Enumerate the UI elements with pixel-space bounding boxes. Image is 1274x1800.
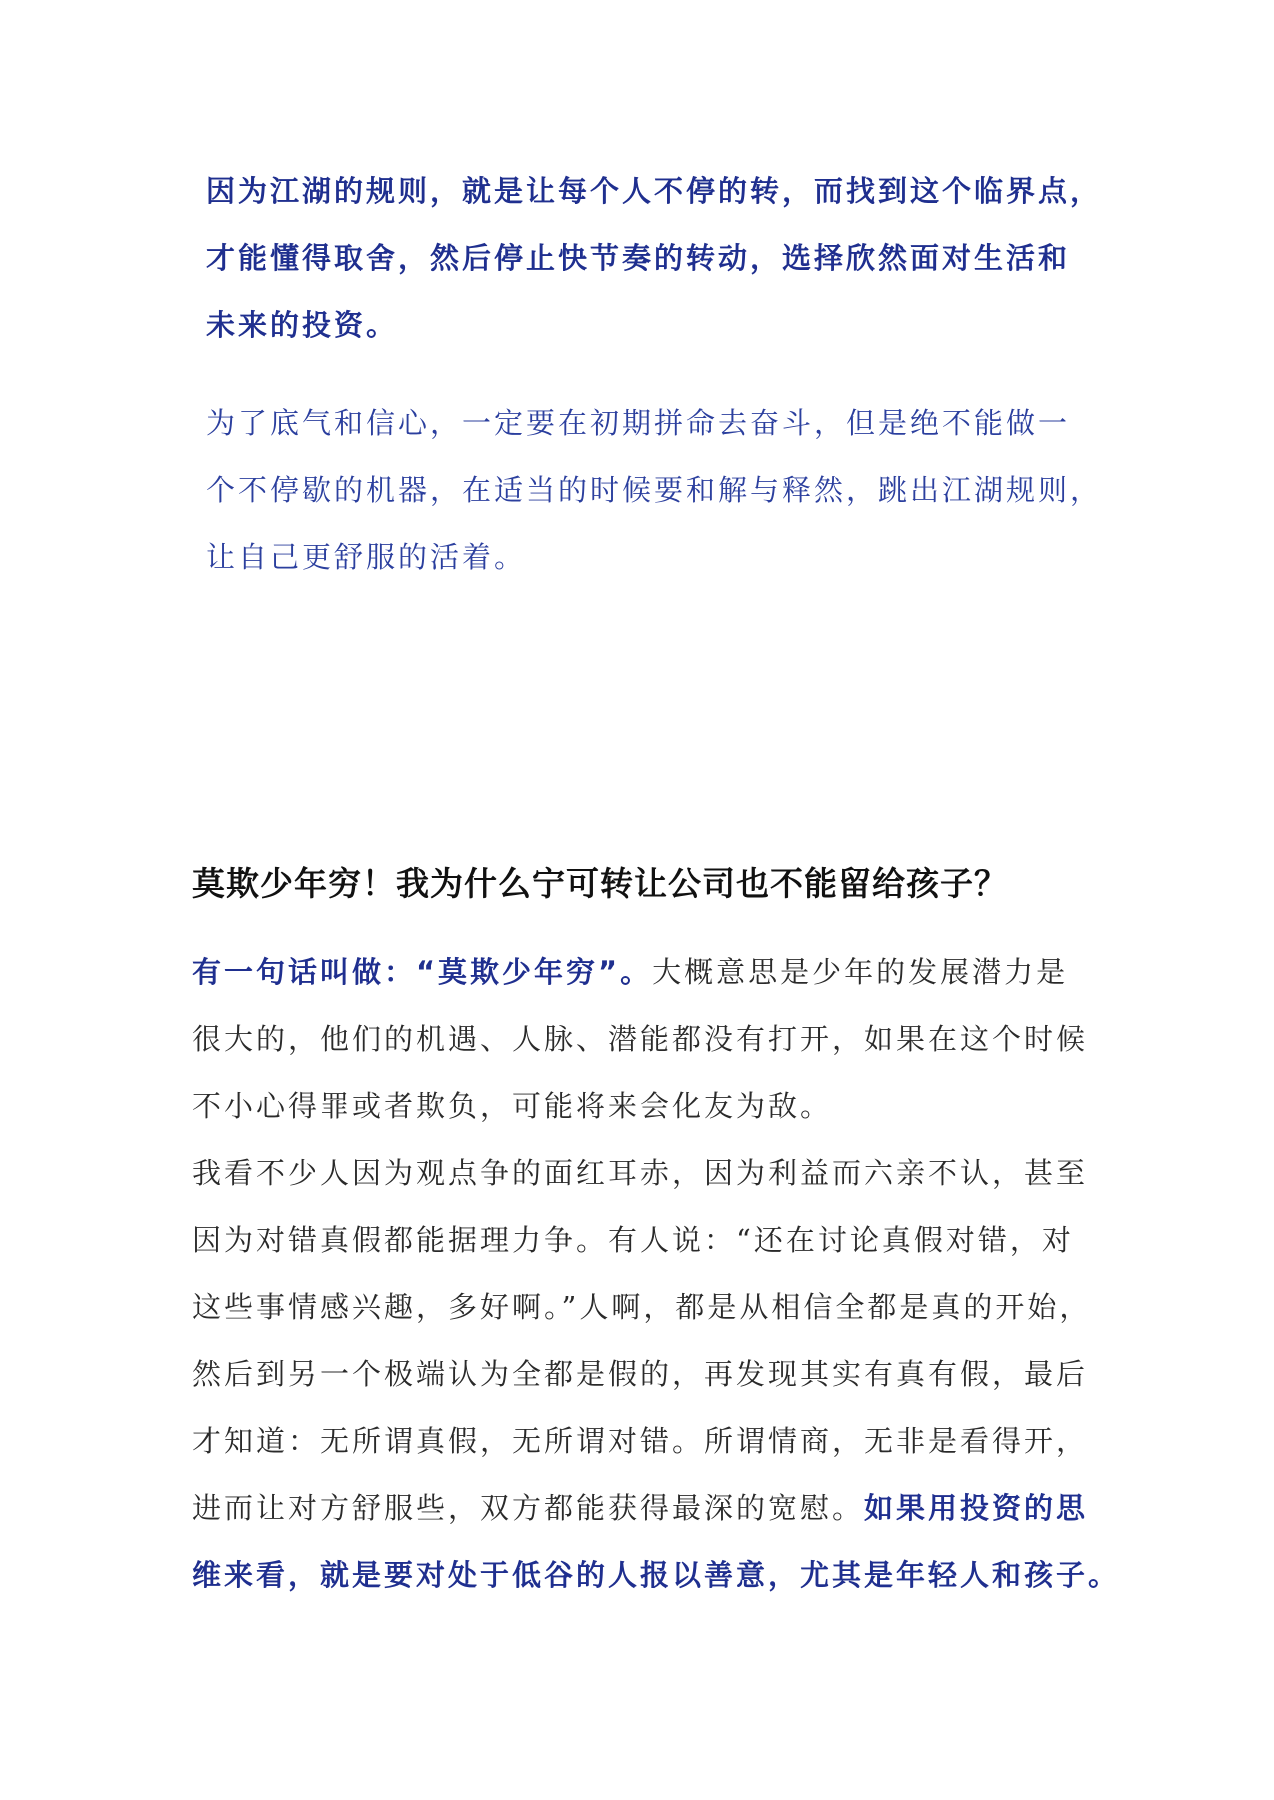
text-line: 才知道：无所谓真假，无所谓对错。所谓情商，无非是看得开， xyxy=(192,1424,1089,1458)
text-line: 因为江湖的规则，就是让每个人不停的转，而找到这个临界点， xyxy=(206,174,1103,208)
text-line: 维来看，就是要对处于低谷的人报以善意，尤其是年轻人和孩子。 xyxy=(192,1558,1121,1592)
text-line: 然后到另一个极端认为全都是假的，再发现其实有真有假，最后 xyxy=(192,1357,1089,1391)
text-line: 很大的，他们的机遇、人脉、潜能都没有打开，如果在这个时候 xyxy=(192,1022,1089,1056)
text-line: 未来的投资。 xyxy=(206,308,399,342)
section-paragraph-2 xyxy=(192,1140,1120,1609)
text-line xyxy=(192,1475,1120,1542)
text-line: 不小心得罪或者欺负，可能将来会化友为敌。 xyxy=(192,1089,833,1123)
text-line: 因为对错真假都能据理力争。有人说：“还在讨论真假对错，对 xyxy=(192,1223,1074,1257)
section-heading: 莫欺少年穷！我为什么宁可转让公司也不能留给孩子？ xyxy=(192,864,1008,903)
text-line: 我看不少人因为观点争的面红耳赤，因为利益而六亲不认，甚至 xyxy=(192,1156,1089,1190)
intro-paragraph-2 xyxy=(206,390,1102,591)
text-line: 让自己更舒服的活着。 xyxy=(206,540,527,574)
text-line xyxy=(192,939,1088,1006)
highlight-text: 有一句话叫做：“莫欺少年穷”。 xyxy=(192,955,653,989)
section-paragraph-1 xyxy=(192,939,1088,1140)
body-text: 大概意思是少年的发展潜力是 xyxy=(652,955,1069,989)
body-text: 进而让对方舒服些，双方都能获得最深的宽慰。 xyxy=(192,1491,865,1525)
intro-paragraph-1 xyxy=(206,158,1102,359)
text-line: 才能懂得取舍，然后停止快节奏的转动，选择欣然面对生活和 xyxy=(206,241,1071,275)
text-line: 这些事情感兴趣，多好啊。”人啊，都是从相信全都是真的开始， xyxy=(192,1290,1092,1324)
highlight-text: 如果用投资的思 xyxy=(864,1491,1089,1525)
text-line: 为了底气和信心，一定要在初期拼命去奋斗，但是绝不能做一 xyxy=(206,406,1071,440)
text-line: 个不停歇的机器，在适当的时候要和解与释然，跳出江湖规则， xyxy=(206,473,1103,507)
